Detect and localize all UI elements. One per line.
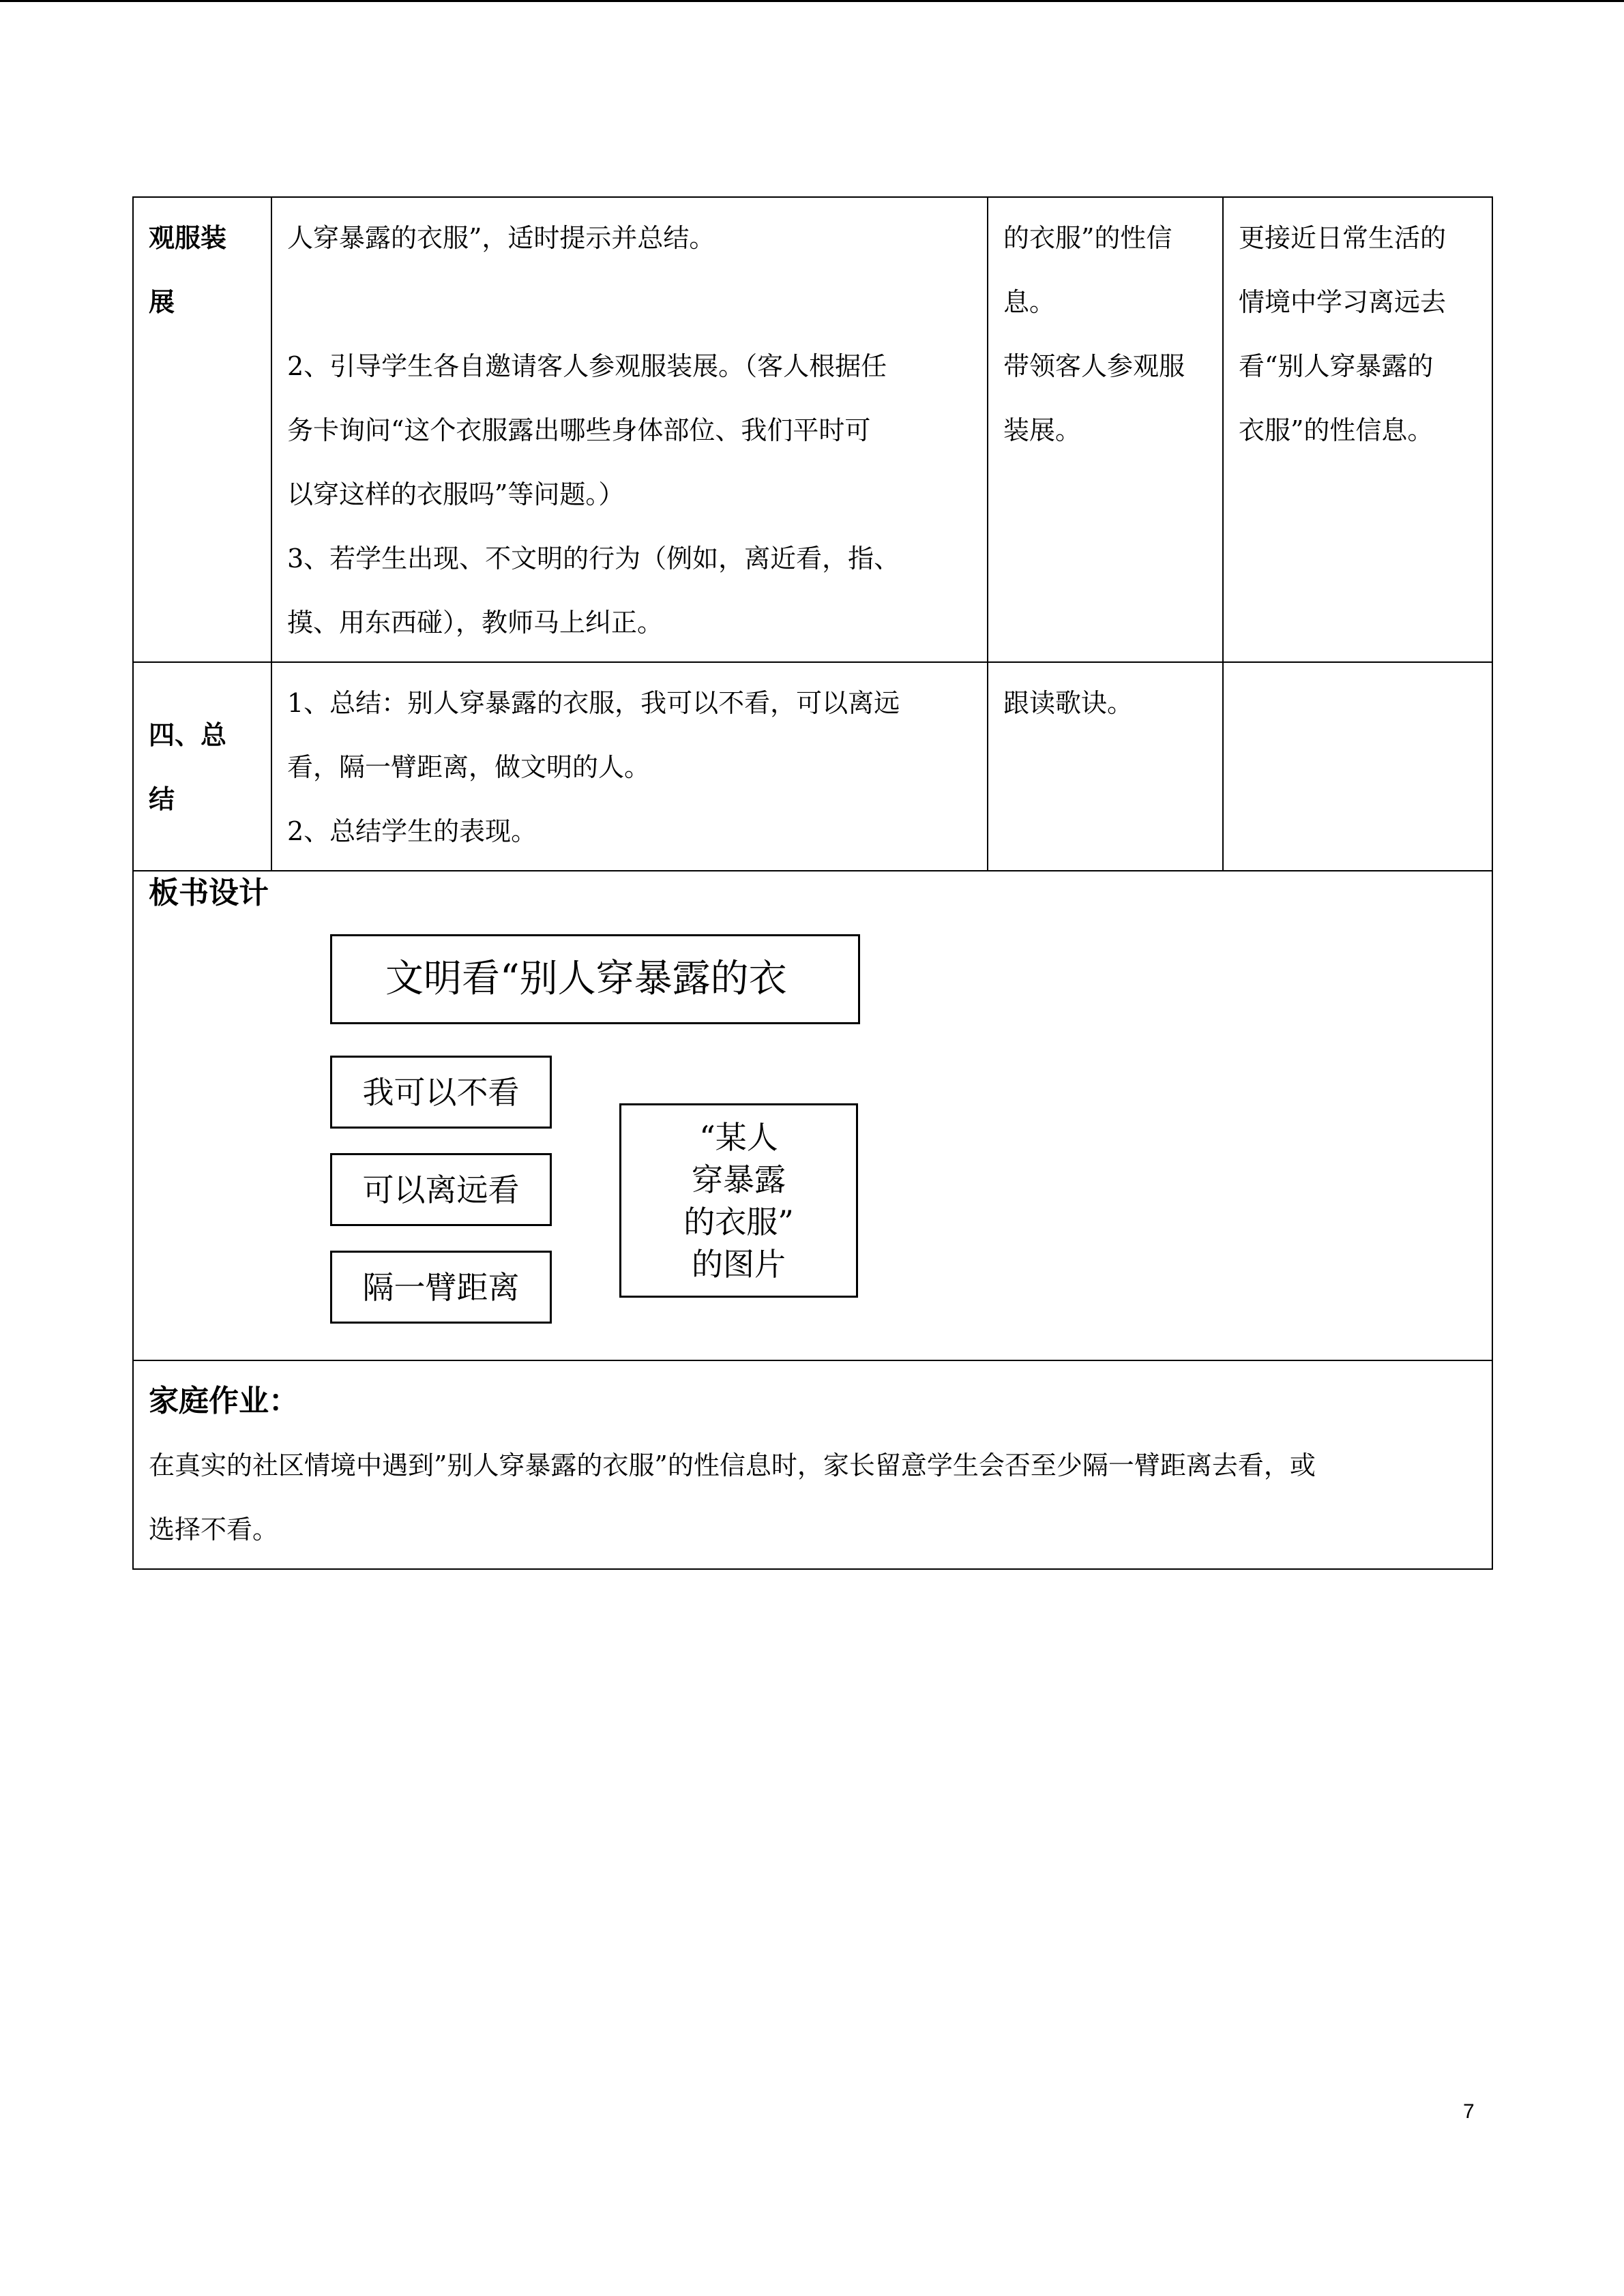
homework-text: 在真实的社区情境中遇到”别人穿暴露的衣服”的性信息时，家长留意学生会否至少隔一臂距离去看，或 bbox=[149, 1450, 1316, 1480]
homework-row bbox=[133, 1360, 1492, 1569]
teacher-text: 务卡询问“这个衣服露出哪些身体部位、我们平时可 bbox=[287, 415, 871, 445]
board-design-row bbox=[133, 871, 1492, 1360]
stage-text: 结 bbox=[149, 784, 175, 814]
stage-text: 四、总 bbox=[149, 720, 227, 750]
homework-cell bbox=[133, 1360, 1492, 1569]
stage-text: 观服装 bbox=[149, 223, 227, 253]
teacher-text: 3、若学生出现、不文明的行为（例如，离近看，指、 bbox=[287, 543, 900, 573]
lesson-plan-table bbox=[132, 196, 1493, 1570]
teacher-text: 1、总结：别人穿暴露的衣服，我可以不看，可以离远 bbox=[287, 688, 900, 718]
board-item-box: 隔一臂距离 bbox=[330, 1251, 552, 1324]
teacher-activity-cell bbox=[271, 197, 988, 662]
stage-cell bbox=[133, 197, 271, 662]
student-text: 装展。 bbox=[1003, 415, 1082, 445]
board-design-cell bbox=[133, 871, 1492, 1360]
picture-text: 的图片 bbox=[692, 1245, 786, 1283]
teacher-text: 以穿这样的衣服吗”等问题。） bbox=[287, 479, 625, 509]
board-title-box: 文明看“别人穿暴露的衣 bbox=[330, 934, 860, 1024]
student-text: 的衣服”的性信 bbox=[1003, 223, 1172, 253]
teacher-activity-cell bbox=[271, 662, 988, 871]
stage-cell bbox=[133, 662, 271, 871]
student-activity-cell bbox=[988, 197, 1223, 662]
blank-line bbox=[287, 270, 972, 334]
intent-text: 更接近日常生活的 bbox=[1239, 223, 1447, 253]
design-intent-cell bbox=[1223, 662, 1492, 871]
board-picture-box bbox=[619, 1103, 858, 1298]
table-row bbox=[133, 662, 1492, 871]
teacher-text: 2、总结学生的表现。 bbox=[287, 816, 537, 846]
intent-text: 看“别人穿暴露的 bbox=[1239, 351, 1434, 381]
picture-text: 的衣服” bbox=[683, 1203, 794, 1240]
homework-text: 选择不看。 bbox=[149, 1515, 279, 1545]
student-activity-cell bbox=[988, 662, 1223, 871]
teacher-text: 看，隔一臂距离，做文明的人。 bbox=[287, 752, 651, 782]
design-intent-cell bbox=[1223, 197, 1492, 662]
board-item-box: 我可以不看 bbox=[330, 1056, 552, 1129]
student-text: 跟读歌诀。 bbox=[1003, 688, 1134, 718]
table-row bbox=[133, 197, 1492, 662]
student-text: 息。 bbox=[1003, 287, 1056, 317]
teacher-text: 人穿暴露的衣服”，适时提示并总结。 bbox=[287, 223, 715, 253]
top-border-line bbox=[0, 0, 1624, 2]
page-number: 7 bbox=[1463, 2100, 1475, 2123]
teacher-text: 2、引导学生各自邀请客人参观服装展。（客人根据任 bbox=[287, 351, 887, 381]
stage-text: 展 bbox=[149, 287, 175, 317]
homework-heading: 家庭作业： bbox=[149, 1384, 299, 1418]
picture-text: “某人 bbox=[699, 1118, 778, 1156]
picture-text: 穿暴露 bbox=[692, 1161, 786, 1198]
teacher-text: 摸、用东西碰），教师马上纠正。 bbox=[287, 608, 664, 638]
intent-text: 衣服”的性信息。 bbox=[1239, 415, 1434, 445]
board-item-box: 可以离远看 bbox=[330, 1153, 552, 1226]
board-design-heading: 板书设计 bbox=[149, 876, 269, 910]
student-text: 带领客人参观服 bbox=[1003, 351, 1185, 381]
intent-text: 情境中学习离远去 bbox=[1239, 287, 1447, 317]
